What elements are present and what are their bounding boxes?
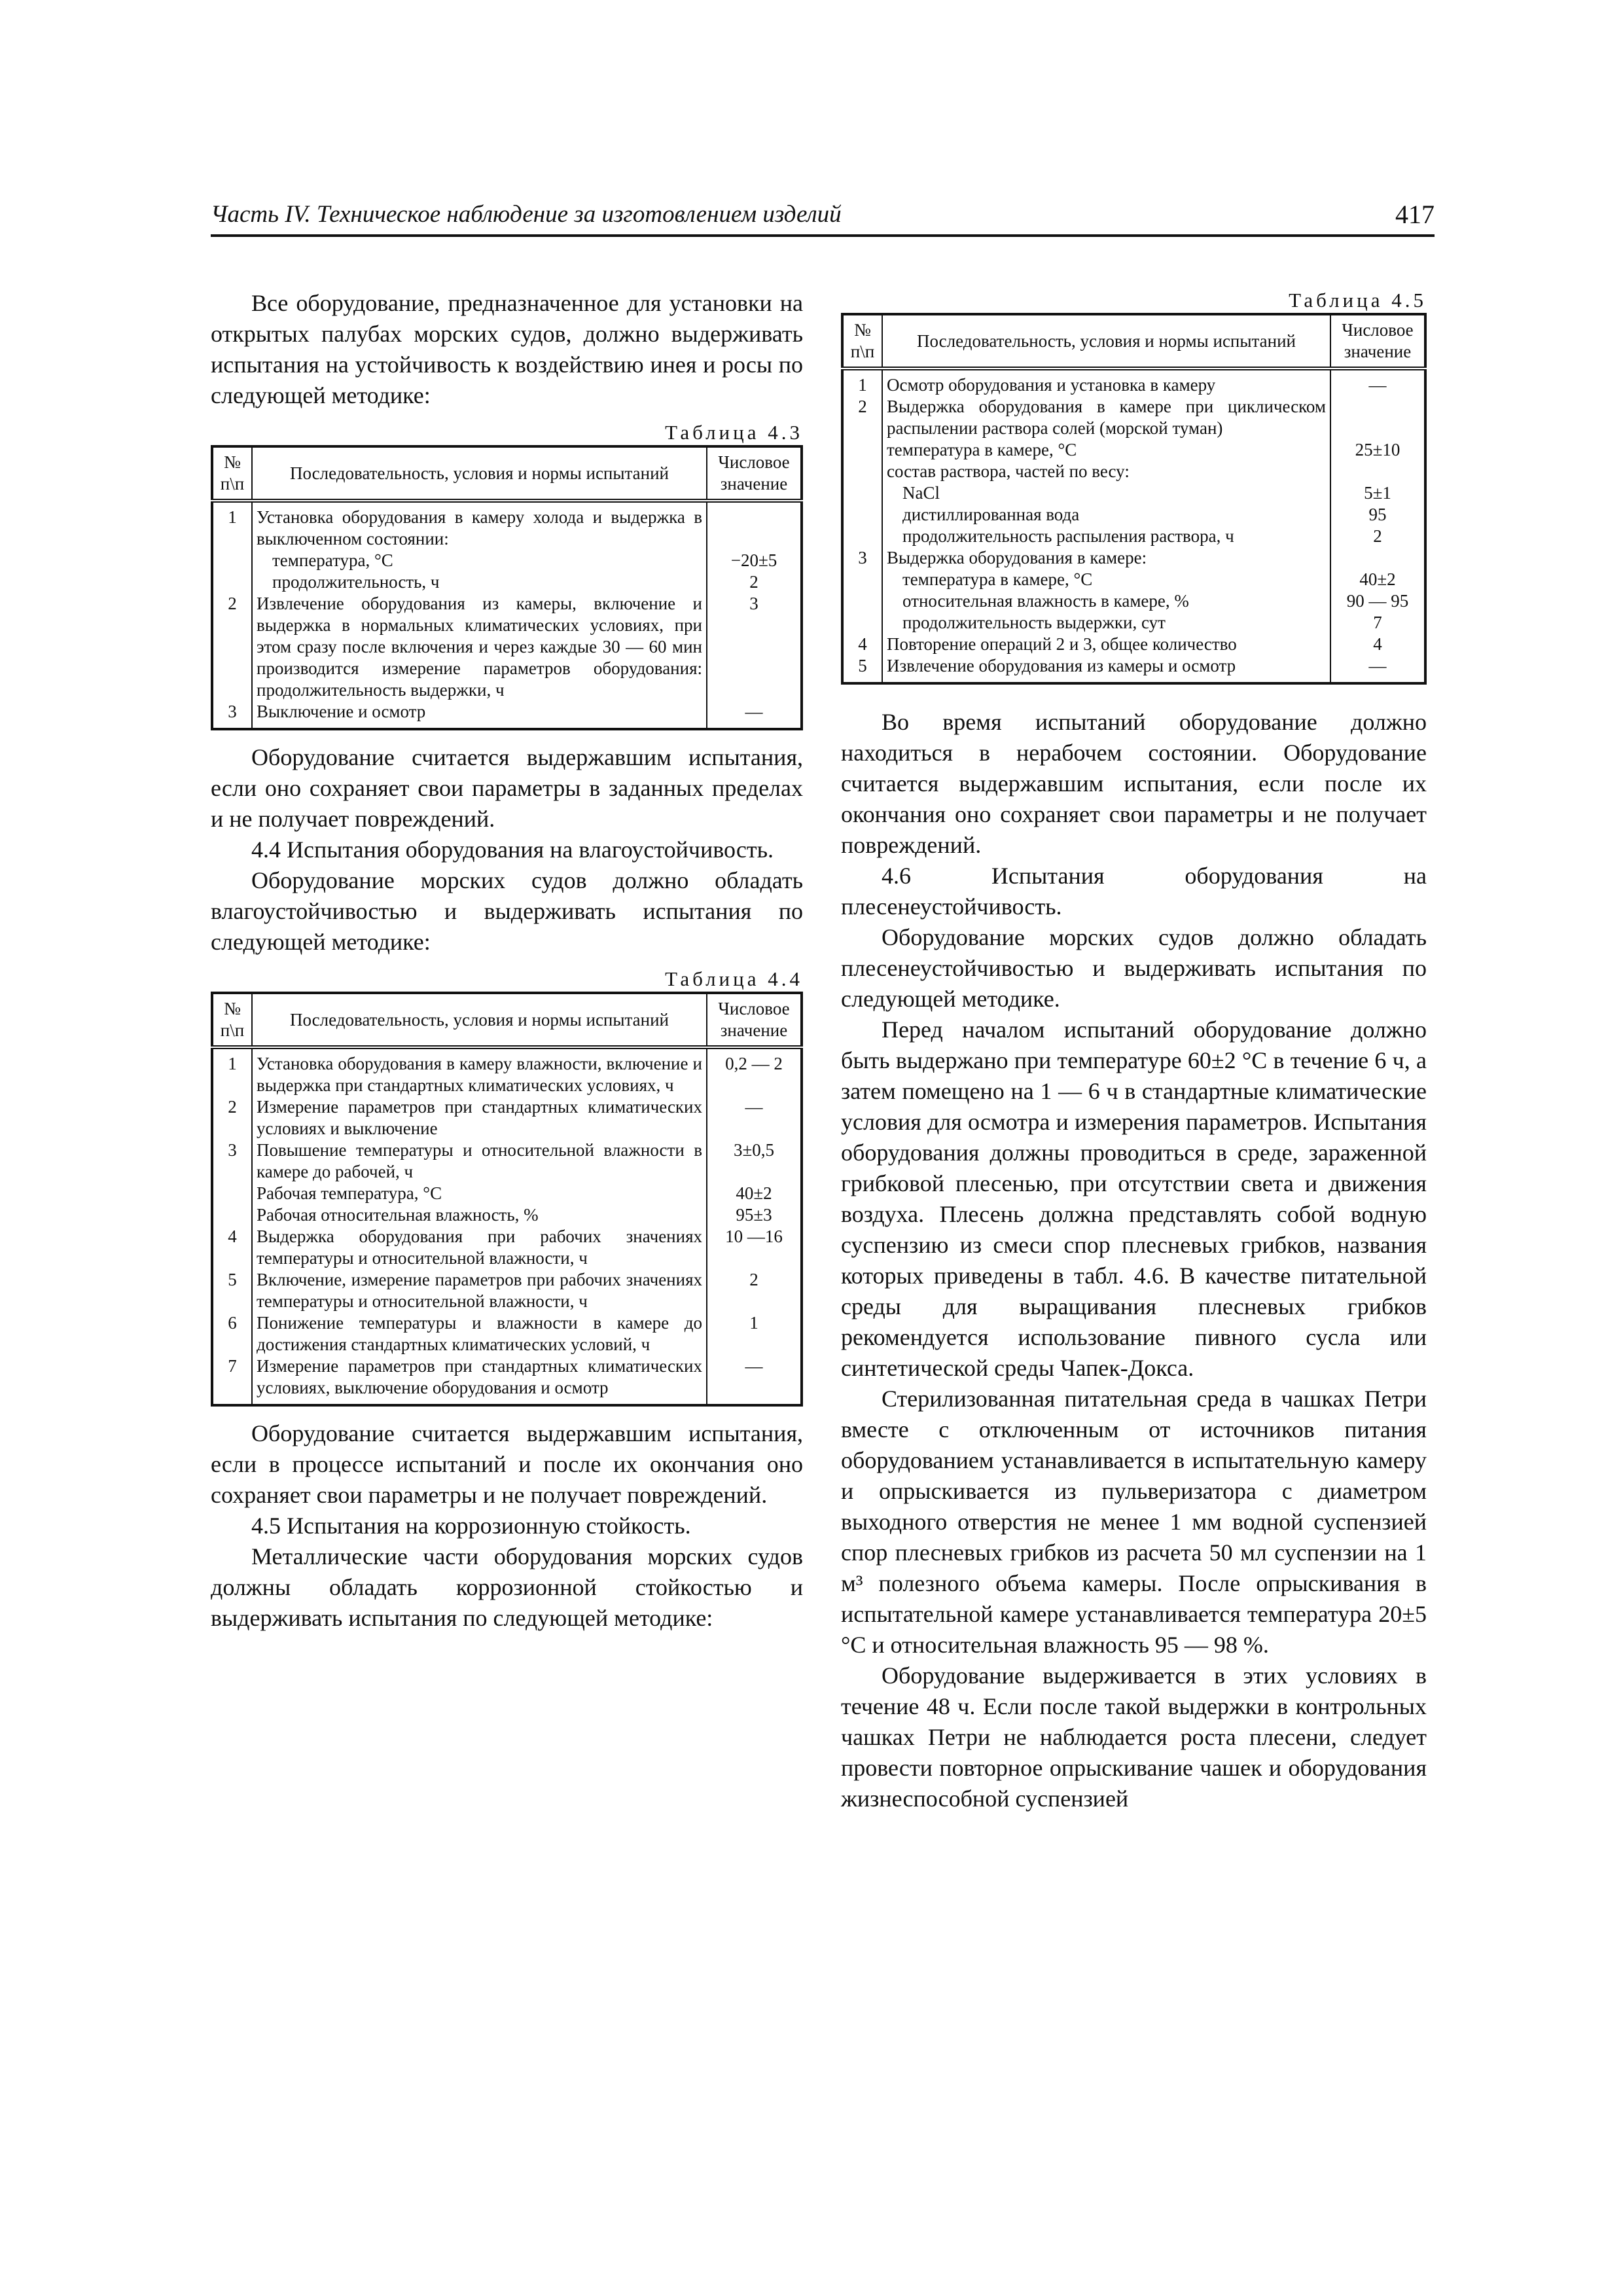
table-row: [212, 571, 802, 593]
row-description: Измерение параметров при стандартных климатических условиях и выключение: [252, 1096, 707, 1139]
row-description: Установка оборудования в камеру холода и выдержка в выключенном состоянии:: [252, 501, 707, 550]
row-number: 3: [842, 547, 882, 569]
row-description: Выключение и осмотр: [252, 701, 707, 729]
table-4-5-caption: Таблица 4.5: [1289, 289, 1427, 312]
table-row: [212, 1096, 802, 1139]
table-row: [842, 634, 1425, 655]
column-header-number: № п\п: [212, 446, 252, 501]
row-value: 90 — 95: [1330, 590, 1425, 612]
row-number: 1: [842, 368, 882, 396]
row-description: Включение, измерение параметров при рабочих значениях температуры и относительной влажности, ч: [252, 1269, 707, 1312]
section-heading: 4.4 Испытания оборудования на влагоустойчивость.: [251, 836, 774, 863]
table-row: [842, 655, 1425, 683]
paragraph: Оборудование выдерживается в этих условиях в течение 48 ч. Если после такой выдержки в контрольных чашках Петри не наблюдается роста плесени, следует провести повторное опрыскивание чашек и оборудования жизнеспособной суспензией: [841, 1662, 1427, 1812]
table-row: [842, 504, 1425, 526]
row-description: продолжительность выдержки, сут: [882, 612, 1330, 634]
table-row: [842, 569, 1425, 590]
table-row: [842, 590, 1425, 612]
row-value: 2: [707, 1269, 802, 1312]
column-header-value: Числовое значение: [707, 446, 802, 501]
row-description: температура, °С: [252, 550, 707, 571]
column-header-value: Числовое значение: [1330, 314, 1425, 368]
row-number: 2: [212, 593, 252, 701]
row-value: 10 —16: [707, 1226, 802, 1269]
paragraph: Все оборудование, предназначенное для установки на открытых палубах морских судов, должно выдерживать испытания на устойчивость к воздействию инея и росы по следующей методике:: [211, 290, 803, 408]
paragraph: Оборудование считается выдержавшим испытания, если в процессе испытаний и после их окончания оно сохраняет свои параметры и не получает повреждений.: [211, 1420, 803, 1508]
column-header-value: Числовое значение: [707, 993, 802, 1047]
table-row: [212, 550, 802, 571]
table-4-5: [841, 313, 1427, 685]
column-header-number: № п\п: [842, 314, 882, 368]
table-4-4-caption: Таблица 4.4: [665, 967, 803, 990]
row-value: 3±0,5: [707, 1139, 802, 1183]
row-value: 40±2: [707, 1183, 802, 1204]
page-number: 417: [1395, 200, 1435, 229]
paragraph: Оборудование морских судов должно обладать плесенеустойчивостью и выдерживать испытания по следующей методике.: [841, 924, 1427, 1012]
row-value: —: [707, 1096, 802, 1139]
row-number: 3: [212, 1139, 252, 1183]
row-value: 7: [1330, 612, 1425, 634]
row-value: 95: [1330, 504, 1425, 526]
row-number: 6: [212, 1312, 252, 1355]
row-description: относительная влажность в камере, %: [882, 590, 1330, 612]
paragraph: Стерилизованная питательная среда в чашках Петри вместе с отключенным от источников питания оборудованием устанавливается в испытательную камеру и опрыскивается из пульверизатора с диаметром выходного отверстия не менее 1 мм водной суспензией спор плесневых грибков из расчета 50 мл суспензии на 1 м³ полезного объема камеры. После опрыскивания в испытательной камере устанавливается температура 20±5 °С и относительная влажность 95 — 98 %.: [841, 1386, 1427, 1658]
row-number: 2: [842, 396, 882, 439]
table-4-4: [211, 992, 803, 1407]
row-value: 2: [1330, 526, 1425, 547]
table-row: [212, 593, 802, 701]
row-description: Извлечение оборудования из камеры, включение и выдержка в нормальных климатических условиях, при этом сразу после включения и через каждые 30 — 60 мин производится измерение параметров оборудования: продолжительность выдержки, ч: [252, 593, 707, 701]
running-header-title: Часть IV. Техническое наблюдение за изготовлением изделий: [211, 201, 842, 228]
row-value: 2: [707, 571, 802, 593]
table-row: [212, 1047, 802, 1096]
row-number: 1: [212, 1047, 252, 1096]
row-number: 3: [212, 701, 252, 729]
row-value: 40±2: [1330, 569, 1425, 590]
row-value: 25±10: [1330, 439, 1425, 461]
row-description: дистиллированная вода: [882, 504, 1330, 526]
row-description: Выдержка оборудования в камере при циклическом распылении раствора солей (морской туман): [882, 396, 1330, 439]
table-row: [842, 368, 1425, 396]
row-number: 4: [842, 634, 882, 655]
right-column: [841, 288, 1427, 1814]
row-description: Установка оборудования в камеру влажности, включение и выдержка при стандартных климатических условиях, ч: [252, 1047, 707, 1096]
row-description: Повышение температуры и относительной влажности в камере до рабочей, ч: [252, 1139, 707, 1183]
section-heading: 4.5 Испытания на коррозионную стойкость.: [251, 1513, 691, 1539]
column-header-description: Последовательность, условия и нормы испытаний: [252, 446, 707, 501]
row-description: Рабочая температура, °С: [252, 1183, 707, 1204]
row-description: продолжительность, ч: [252, 571, 707, 593]
row-number: 5: [842, 655, 882, 683]
row-description: Понижение температуры и влажности в камере до достижения стандартных климатических условий, ч: [252, 1312, 707, 1355]
row-description: Выдержка оборудования при рабочих значениях температуры и относительной влажности, ч: [252, 1226, 707, 1269]
paragraph: Оборудование считается выдержавшим испытания, если оно сохраняет свои параметры в заданных пределах и не получает повреждений.: [211, 744, 803, 832]
row-value: 3: [707, 593, 802, 701]
row-value: −20±5: [707, 550, 802, 571]
row-description: Извлечение оборудования из камеры и осмотр: [882, 655, 1330, 683]
row-description: NaCl: [882, 482, 1330, 504]
row-description: температура в камере, °С: [882, 569, 1330, 590]
row-description: Выдержка оборудования в камере:: [882, 547, 1330, 569]
row-number: 7: [212, 1355, 252, 1405]
row-value: 4: [1330, 634, 1425, 655]
table-row: [842, 396, 1425, 439]
table-row: [212, 1139, 802, 1183]
row-value: —: [707, 1355, 802, 1405]
table-row: [212, 1183, 802, 1204]
row-description: Осмотр оборудования и установка в камеру: [882, 368, 1330, 396]
row-number: 5: [212, 1269, 252, 1312]
left-column: [211, 288, 803, 1634]
row-value: —: [1330, 368, 1425, 396]
table-row: [212, 1204, 802, 1226]
row-value: 0,2 — 2: [707, 1047, 802, 1096]
table-row: [842, 612, 1425, 634]
table-row: [212, 1226, 802, 1269]
row-number: 2: [212, 1096, 252, 1139]
column-header-number: № п\п: [212, 993, 252, 1047]
row-number: 4: [212, 1226, 252, 1269]
row-description: температура в камере, °С: [882, 439, 1330, 461]
row-value: 1: [707, 1312, 802, 1355]
column-header-description: Последовательность, условия и нормы испытаний: [882, 314, 1330, 368]
row-description: продолжительность распыления раствора, ч: [882, 526, 1330, 547]
row-value: 95±3: [707, 1204, 802, 1226]
table-row: [212, 701, 802, 729]
row-value: 5±1: [1330, 482, 1425, 504]
column-header-description: Последовательность, условия и нормы испытаний: [252, 993, 707, 1047]
table-row: [842, 526, 1425, 547]
running-header: [211, 198, 1435, 237]
table-row: [842, 482, 1425, 504]
table-row: [842, 439, 1425, 461]
table-row: [842, 461, 1425, 482]
table-row: [842, 547, 1425, 569]
paragraph: Оборудование морских судов должно обладать влагоустойчивостью и выдерживать испытания по следующей методике:: [211, 867, 803, 955]
paragraph: Перед началом испытаний оборудование должно быть выдержано при температуре 60±2 °С в течение 6 ч, а затем помещено на 1 — 6 ч в стандартные климатические условия для осмотра и измерения параметров. Испытания оборудования должны проводиться в среде, зараженной грибковой плесенью, при отсутствии света и движения воздуха. Плесень должна представлять собой водную суспензию из смеси спор плесневых грибков, названия которых приведены в табл. 4.6. В качестве питательной среды для выращивания плесневых грибков рекомендуется использование пивного сусла или синтетической среды Чапек-Докса.: [841, 1016, 1427, 1381]
row-value: —: [707, 701, 802, 729]
section-heading: 4.6 Испытания оборудования на плесенеустойчивость.: [841, 863, 1427, 920]
table-row: [212, 1355, 802, 1405]
row-description: Рабочая относительная влажность, %: [252, 1204, 707, 1226]
row-value: —: [1330, 655, 1425, 683]
paragraph: Металлические части оборудования морских судов должны обладать коррозионной стойкостью и выдерживать испытания по следующей методике:: [211, 1543, 803, 1631]
paragraph: Во время испытаний оборудование должно находиться в нерабочем состоянии. Оборудование считается выдержавшим испытания, если после их окончания оно сохраняет свои параметры и не получает повреждений.: [841, 709, 1427, 858]
row-number: 1: [212, 501, 252, 550]
row-description: состав раствора, частей по весу:: [882, 461, 1330, 482]
row-description: Измерение параметров при стандартных климатических условиях, выключение оборудования и осмотр: [252, 1355, 707, 1405]
table-row: [212, 501, 802, 550]
table-4-3-caption: Таблица 4.3: [665, 421, 803, 444]
table-row: [212, 1312, 802, 1355]
table-4-3: [211, 445, 803, 730]
table-row: [212, 1269, 802, 1312]
row-description: Повторение операций 2 и 3, общее количество: [882, 634, 1330, 655]
